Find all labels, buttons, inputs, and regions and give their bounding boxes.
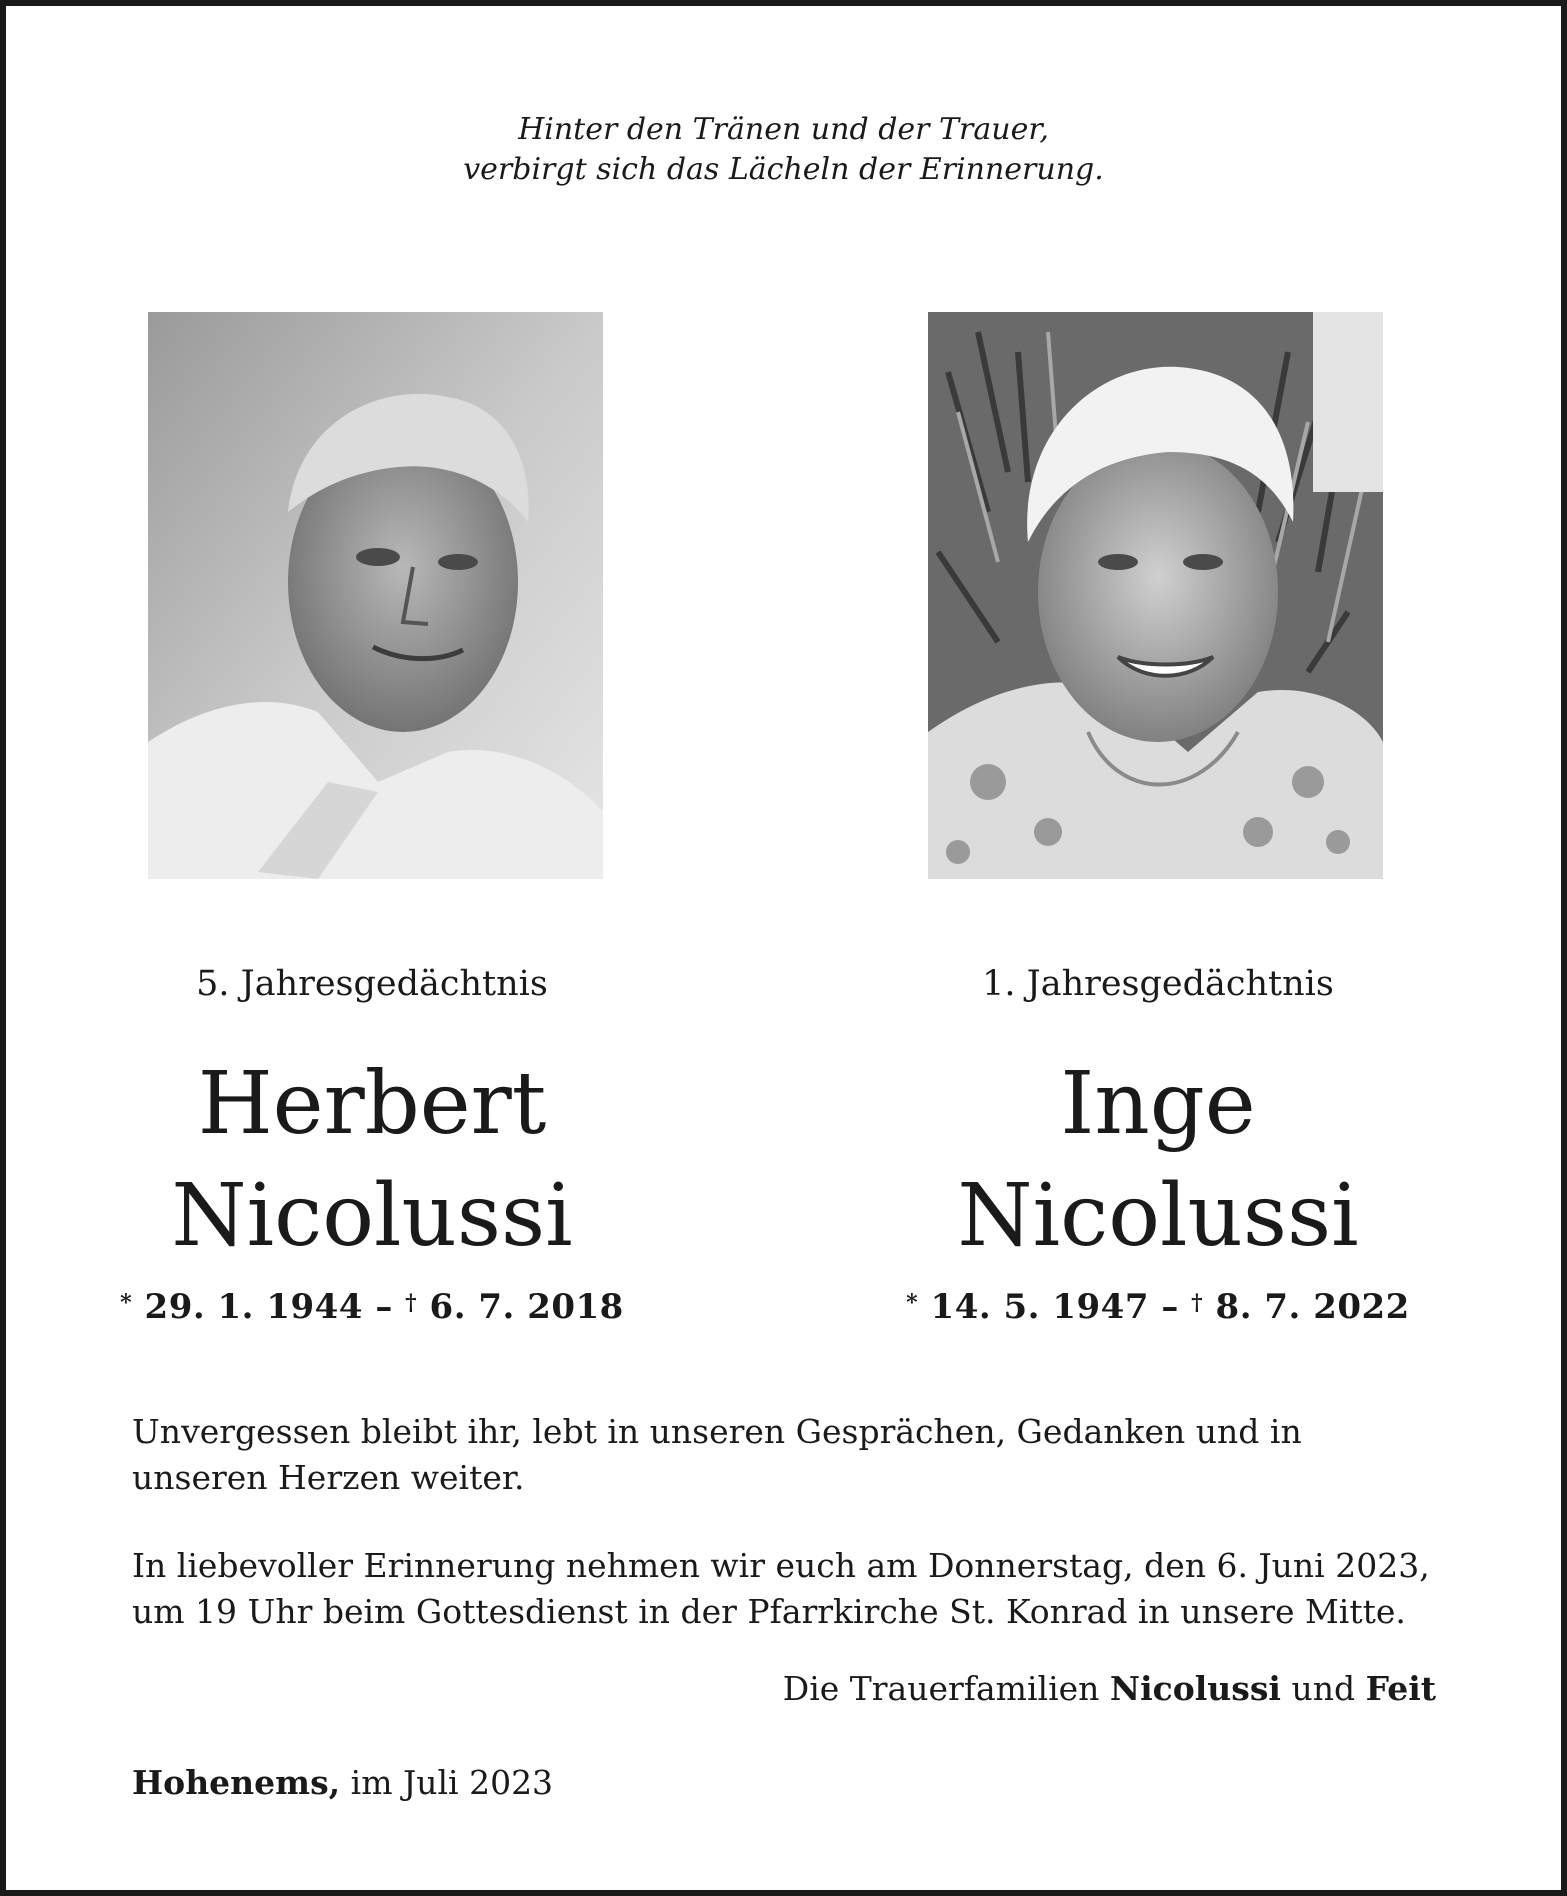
family-name-2: Feit	[1365, 1669, 1436, 1708]
death-symbol: †	[1191, 1290, 1204, 1316]
portrait-photo-inge	[928, 312, 1383, 879]
place-city: Hohenems,	[132, 1763, 341, 1802]
place-date	[132, 1761, 553, 1805]
death-date: 6. 7. 2018	[429, 1287, 624, 1327]
family-name-1: Nicolussi	[1109, 1669, 1281, 1708]
anniversary-label-herbert: 5. Jahresgedächtnis	[196, 964, 548, 1004]
motto-line-1: Hinter den Tränen und der Trauer,	[518, 112, 1049, 147]
portrait-photo-herbert	[148, 312, 603, 879]
service-announcement: In liebevoller Erinnerung nehmen wir euch am Donnerstag, den 6. Juni 2023, um 19 Uhr beim Gottesdienst in der Pfarrkirche St. Konrad in unsere Mitte.	[132, 1546, 1430, 1631]
birth-symbol: *	[906, 1290, 919, 1316]
date-separator: –	[1161, 1287, 1179, 1327]
date-separator: –	[375, 1287, 393, 1327]
birth-date: 29. 1. 1944	[144, 1287, 363, 1327]
remembrance-text: Unvergessen bleibt ihr, lebt in unseren Gesprächen, Gedanken und in unseren Herzen weiter.	[132, 1412, 1302, 1497]
first-name: Herbert	[197, 1054, 547, 1154]
motto-line-2: verbirgt sich das Lächeln der Erinnerung.	[463, 152, 1104, 187]
motto-quote	[0, 110, 1567, 190]
death-symbol: †	[405, 1290, 418, 1316]
death-date: 8. 7. 2022	[1215, 1287, 1410, 1327]
anniversary-label-inge: 1. Jahresgedächtnis	[982, 964, 1334, 1004]
name-inge	[808, 1048, 1508, 1272]
last-name: Nicolussi	[957, 1166, 1359, 1266]
last-name: Nicolussi	[171, 1166, 573, 1266]
name-herbert	[22, 1048, 722, 1272]
signature-prefix: Die Trauerfamilien	[782, 1669, 1100, 1708]
life-dates-herbert	[22, 1287, 722, 1327]
birth-date: 14. 5. 1947	[930, 1287, 1149, 1327]
birth-symbol: *	[120, 1290, 133, 1316]
first-name: Inge	[1060, 1054, 1256, 1154]
life-dates-inge	[808, 1287, 1508, 1327]
signature-conjunction: und	[1291, 1669, 1356, 1708]
place-date-text: im Juli 2023	[350, 1763, 554, 1802]
family-signature	[783, 1667, 1436, 1711]
